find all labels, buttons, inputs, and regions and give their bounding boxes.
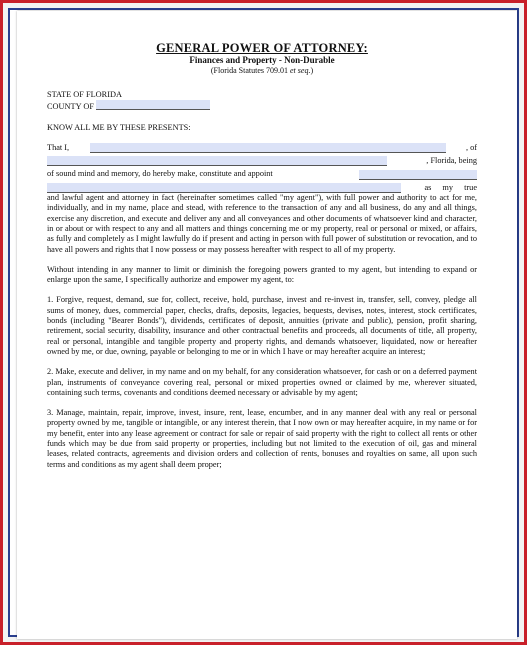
- county-field[interactable]: [96, 100, 210, 110]
- document-subtitle: Finances and Property - Non-Durable: [189, 55, 335, 65]
- grant-paragraph: and lawful agent and attorney in fact (hereinafter sometimes called "my agent"), with full power and authority to act for me, individually, and in my name, place and stead, with reference to the transaction of any and all business, do any and all things, exercise any discretion, and execute and deliver any and all conveyances and other documents of whatsoever kind and character, in or about or with respect to any and all matters and things concerning me or my property, real or personal or mixed, or affairs, as fully and completely as I might lawfully do if present and acting in person with full power of substitution or revocation, and to have all powers and rights that I now possess or may possess hereafter with respect to all of my property.: [47, 193, 477, 254]
- statute-reference: [47, 66, 477, 76]
- florida-being-label: , Florida, being: [426, 156, 477, 166]
- principal-county-field[interactable]: [47, 156, 387, 166]
- principal-name-field[interactable]: [90, 143, 446, 153]
- as-my-true-text: as my true: [424, 182, 477, 192]
- agent-county-row: [47, 183, 477, 193]
- statute-suffix: ): [310, 66, 314, 75]
- expand-paragraph: Without intending in any manner to limit or diminish the foregoing powers granted to my agent, but intending to expand or enlarge upon the same, I specifically authorize and empower my agent, to:: [47, 264, 477, 285]
- state-line: STATE OF FLORIDA: [47, 90, 122, 99]
- principal-county-row: [47, 156, 477, 166]
- statute-em: et seq.: [290, 66, 311, 75]
- county-label: COUNTY OF: [47, 102, 94, 112]
- county-line: [47, 100, 477, 112]
- document-title: GENERAL POWER OF ATTORNEY:: [156, 41, 368, 55]
- principal-name-row: [47, 143, 477, 153]
- power-item-2: 2. Make, execute and deliver, in my name and on my behalf, for any consideration whatsoever, for cash or on a deferred payment plan, instruments of conveyance covering real, personal or mixed properties owned or claimed by me, wherever situated, containing such terms, covenants and conditions deemed necessary or advisable by my agent;: [47, 367, 477, 397]
- agent-county-field[interactable]: [47, 183, 401, 193]
- document-page: [17, 11, 517, 639]
- know-all-heading: KNOW ALL ME BY THESE PRESENTS:: [47, 122, 191, 132]
- of-label: , of: [465, 142, 477, 152]
- power-item-3: 3. Manage, maintain, repair, improve, invest, insure, rent, lease, encumber, and in any manner deal with any real or personal property owned by me, tangible or intangible, or any interest therein, that I now own or may hereafter acquire, in my name or for my benefit, enter into any lease agreement or contract for sale or repair of said property with the right to collect all rents or other funds which may be due from said property or properties, including but not limited to the execution of oil, gas and mineral leases, related contracts, agreements and division orders and collection of rents, bonuses and royalties on same, all upon such terms and conditions as my agent shall deem proper;: [47, 408, 477, 469]
- appoint-row: [47, 169, 477, 179]
- statute-prefix: (Florida Statutes 709.01: [210, 66, 290, 75]
- power-item-1: 1. Forgive, request, demand, sue for, collect, receive, hold, purchase, invest and re-invest in, transfer, sell, convey, pledge all sums of money, dues, commercial paper, checks, drafts, deposits, legacies, bequests, devises, notes, interest, stock certificates, bonds (including "Bearer Bonds"), dividends, certificates of deposit, annuities (private and public), pension, profit sharing, retirement, social security, disability, insurance and other contractual benefits and proceeds, all documents of title, all property, real or personal, intangible and tangible property and property rights, and demands whatsoever, liquidated, now or hereafter owned by me, or due, owning, payable or belonging to me or in which I have or may hereafter acquire an interest;: [47, 295, 477, 356]
- document-content: [47, 41, 477, 470]
- agent-name-field[interactable]: [359, 170, 477, 180]
- that-i-label: That I,: [47, 142, 70, 152]
- sound-mind-text: of sound mind and memory, do hereby make, constitute and appoint: [47, 169, 273, 179]
